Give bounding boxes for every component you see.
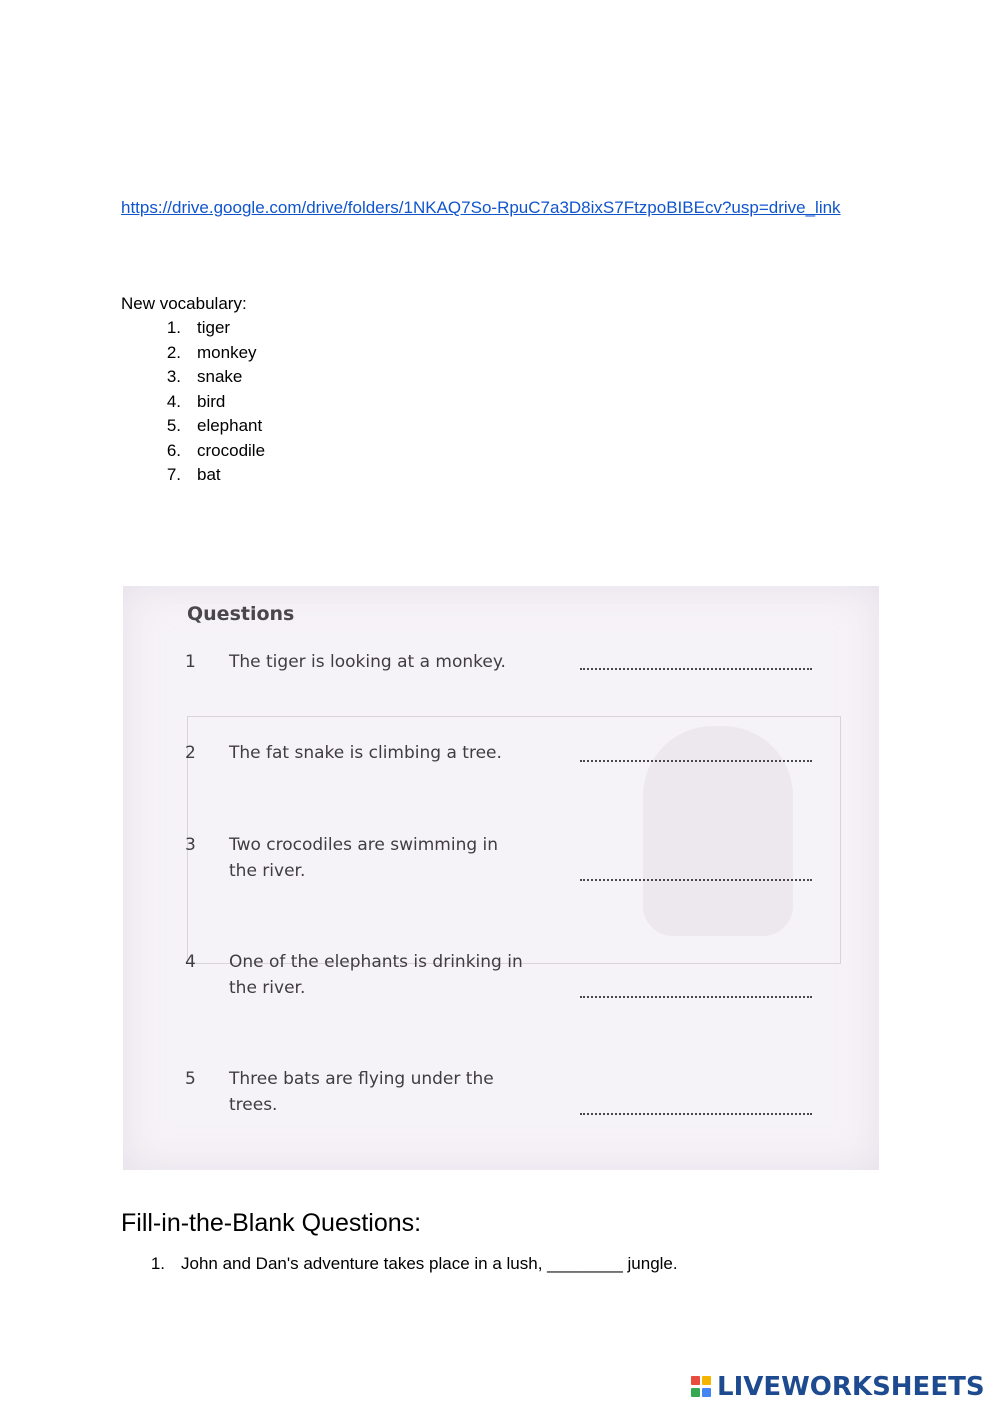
fill-in-title: Fill-in-the-Blank Questions:: [121, 1209, 422, 1237]
vocabulary-word: crocodile: [197, 440, 266, 460]
list-number: 5.: [166, 416, 181, 435]
question-number: 2: [185, 743, 196, 763]
vocabulary-list: [121, 316, 265, 488]
list-item: [121, 439, 265, 464]
list-item: [121, 390, 265, 415]
list-number: 1.: [166, 318, 181, 337]
list-number: 1.: [150, 1254, 165, 1273]
answer-blank[interactable]: [580, 996, 812, 998]
question-number: 5: [185, 1069, 196, 1089]
vocabulary-word: snake: [197, 367, 243, 386]
list-number: 7.: [166, 465, 181, 484]
vocabulary-word: monkey: [197, 342, 257, 362]
question-number: 1: [185, 652, 196, 672]
list-item: [121, 365, 265, 390]
vocabulary-word: bird: [197, 391, 226, 411]
list-item: [121, 414, 265, 439]
liveworksheets-logo: [691, 1372, 985, 1402]
list-item: [121, 1252, 678, 1276]
answer-blank[interactable]: [580, 1113, 812, 1115]
logo-icon: [691, 1374, 713, 1400]
questions-heading: Questions: [187, 603, 295, 625]
question-number: 3: [185, 835, 196, 855]
drive-folder-link[interactable]: https://drive.google.com/drive/folders/1NKAQ7So-RpuC7a3D8ixS7FtzpoBIBEcv?usp=drive_link: [121, 198, 841, 217]
scanned-questions-image: [123, 586, 879, 1170]
list-item: [121, 463, 265, 488]
list-item: [121, 341, 265, 366]
logo-text: LIVEWORKSHEETS: [717, 1372, 985, 1402]
list-item: [121, 316, 265, 341]
answer-blank[interactable]: [580, 668, 812, 670]
vocabulary-word: bat: [197, 465, 221, 484]
bleed-through-illustration: [643, 726, 793, 936]
question-text: One of the elephants is drinking in the river.: [229, 952, 523, 998]
question-number: 4: [185, 952, 196, 972]
list-number: 2.: [166, 342, 181, 362]
vocabulary-title: New vocabulary:: [121, 294, 247, 313]
question-text: Two crocodiles are swimming in the river.: [229, 835, 499, 881]
fill-in-list: [121, 1252, 678, 1276]
list-number: 3.: [166, 367, 181, 386]
answer-blank[interactable]: [580, 879, 812, 881]
question-text: The fat snake is climbing a tree.: [229, 743, 502, 763]
question-text: Three bats are flying under the trees.: [229, 1069, 494, 1115]
vocabulary-word: tiger: [197, 318, 231, 337]
list-number: 6.: [166, 440, 181, 460]
vocabulary-word: elephant: [197, 416, 263, 435]
question-text: The tiger is looking at a monkey.: [229, 652, 506, 672]
list-number: 4.: [166, 391, 181, 411]
answer-blank[interactable]: [580, 760, 812, 762]
fill-in-question: John and Dan's adventure takes place in a lush, ________ jungle.: [181, 1254, 678, 1273]
